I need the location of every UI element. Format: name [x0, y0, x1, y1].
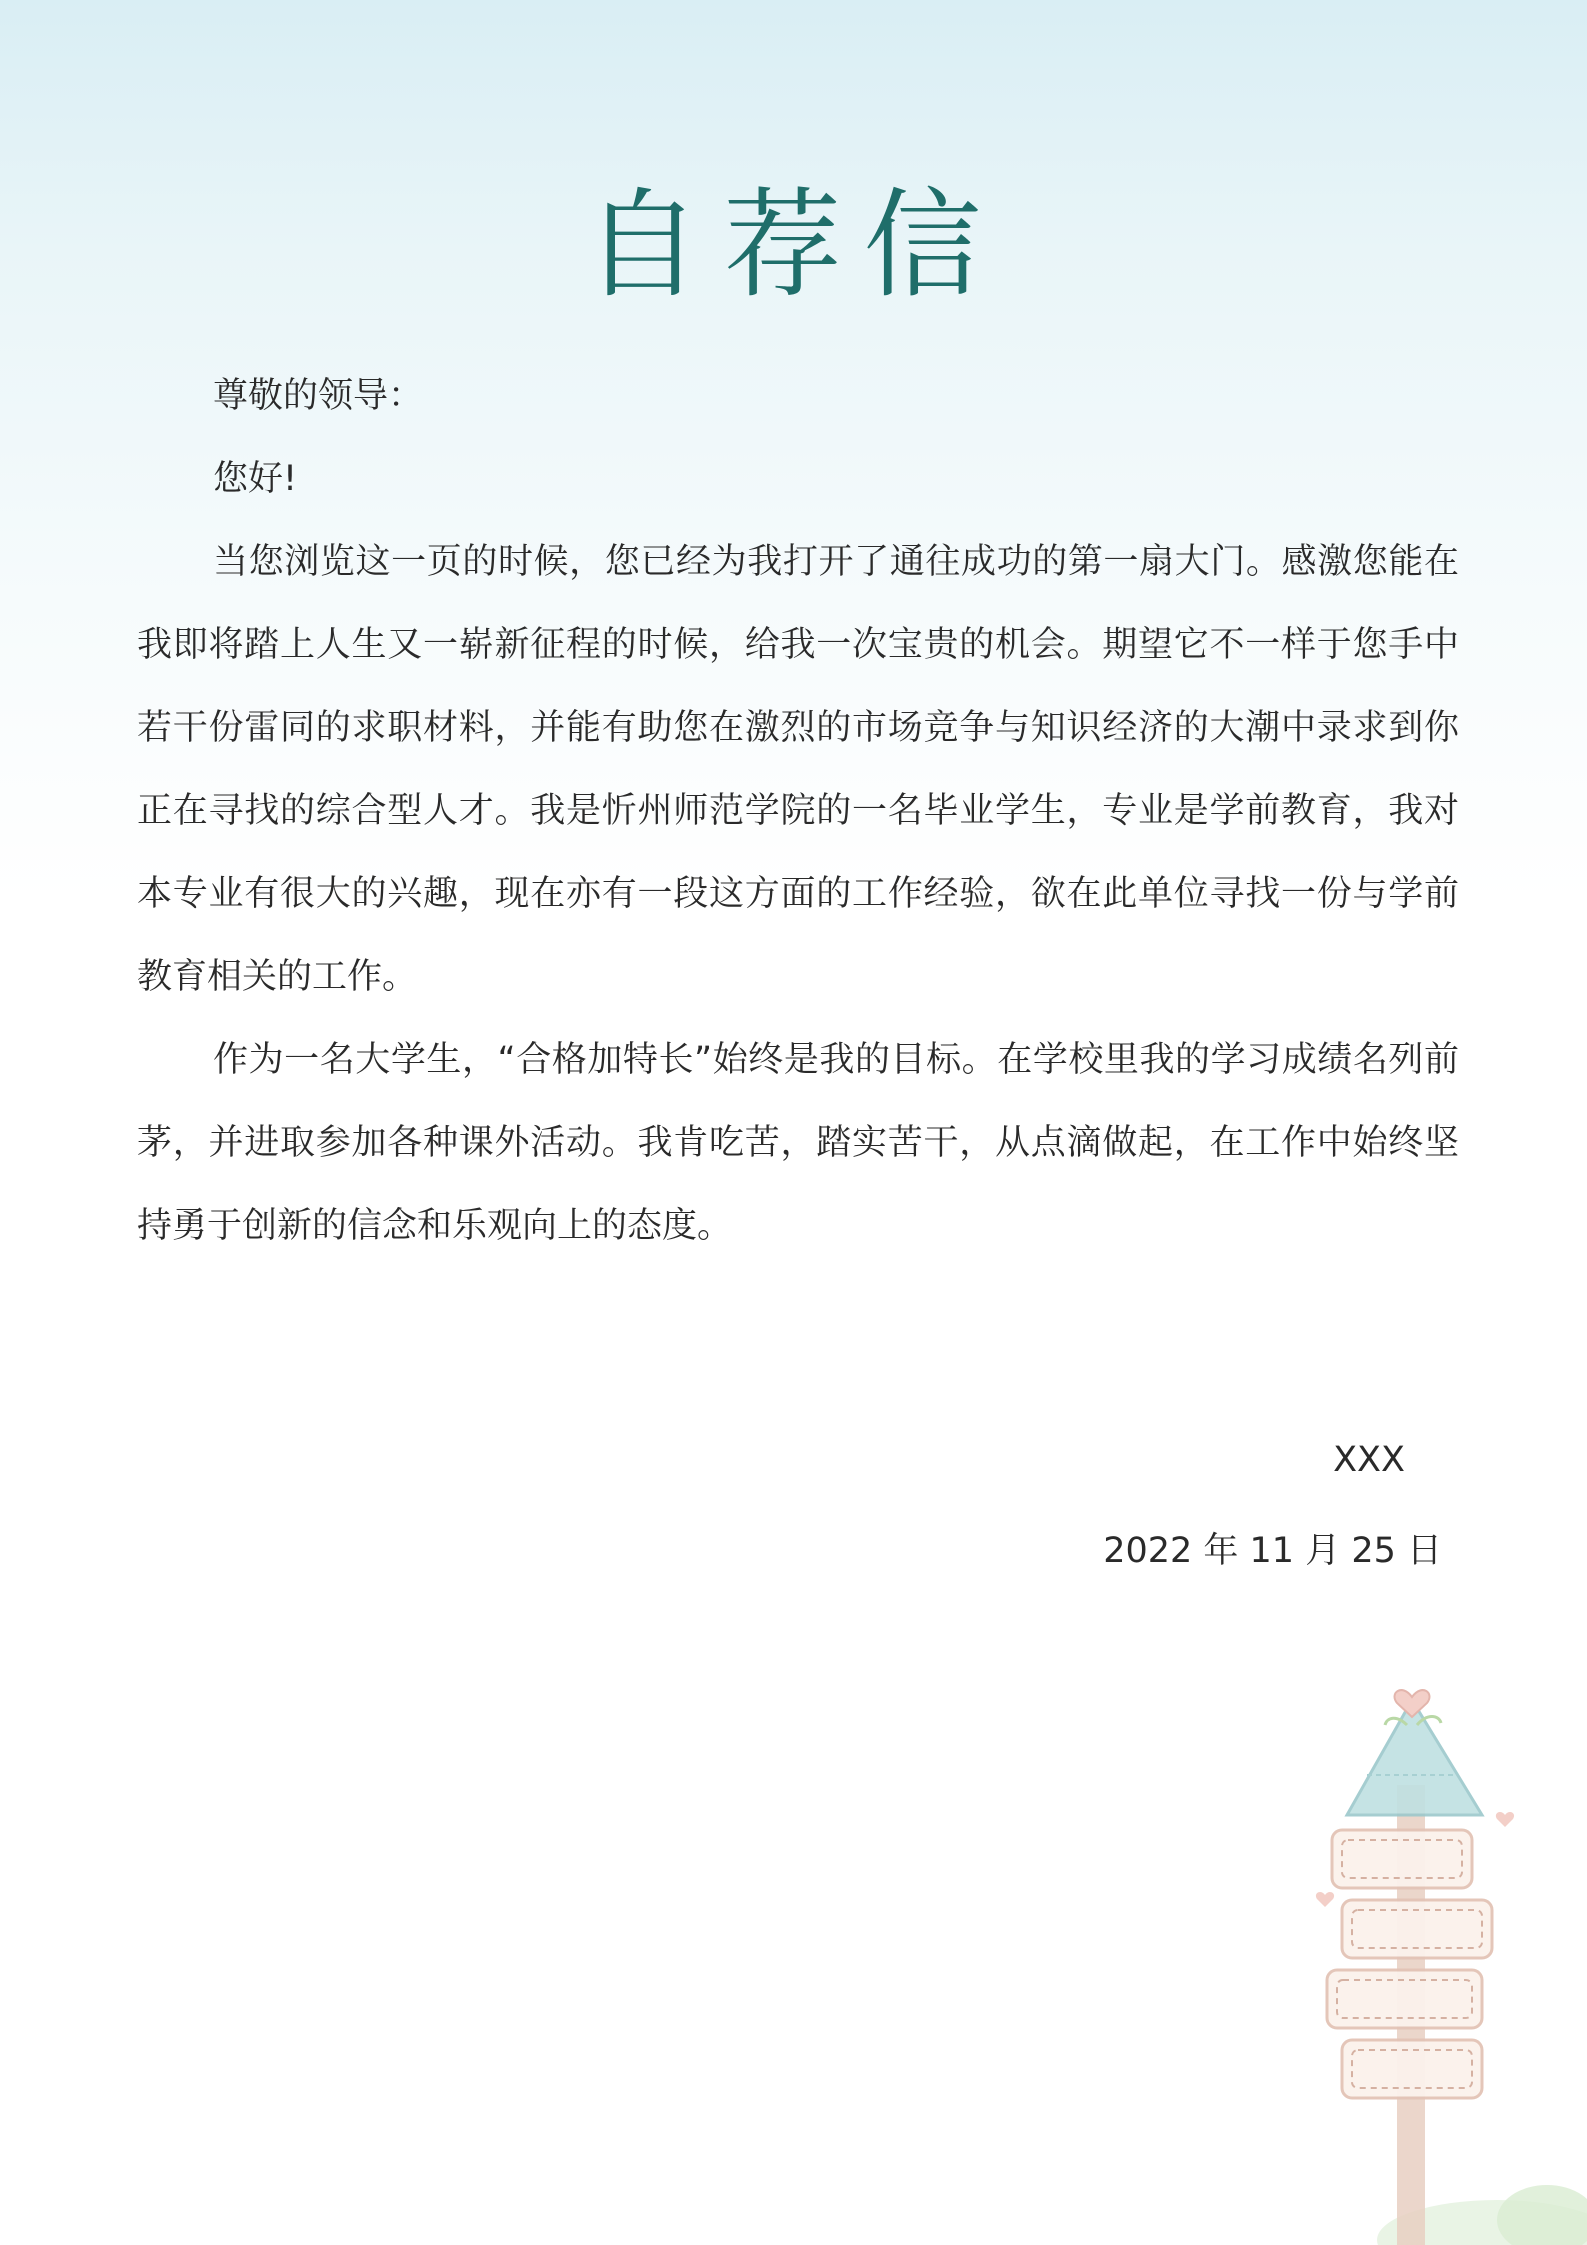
salutation: 尊敬的领导： — [213, 376, 424, 416]
greeting: 您好! — [213, 459, 298, 499]
paragraph: 作为一名大学生，“合格加特长”始终是我的目标。在学校里我的学习成绩名列前茅，并进取参加各种课外活动。我肯吃苦，踏实苦干，从点滴做起，在工作中始终坚持勇于创新的信念和乐观向上的态度。 — [137, 1040, 1459, 1246]
signature-date: 2022 年 11 月 25 日 — [1103, 1531, 1442, 1571]
letter-body — [137, 355, 1459, 1268]
paragraph: 当您浏览这一页的时候，您已经为我打开了通往成功的第一扇大门。感激您能在我即将踏上人生又一崭新征程的时候，给我一次宝贵的机会。期望它不一样于您手中若干份雷同的求职材料，并能有助您在激烈的市场竞争与知识经济的大潮中录求到你正在寻找的综合型人才。我是忻州师范学院的一名毕业学生，专业是学前教育，我对本专业有很大的兴趣，现在亦有一段这方面的工作经验，欲在此单位寻找一份与学前教育相关的工作。 — [137, 542, 1459, 997]
signpost-illustration — [1247, 1665, 1587, 2245]
signature-name: XXX — [1333, 1440, 1405, 1480]
page-title: 自荐信 — [583, 176, 1004, 314]
